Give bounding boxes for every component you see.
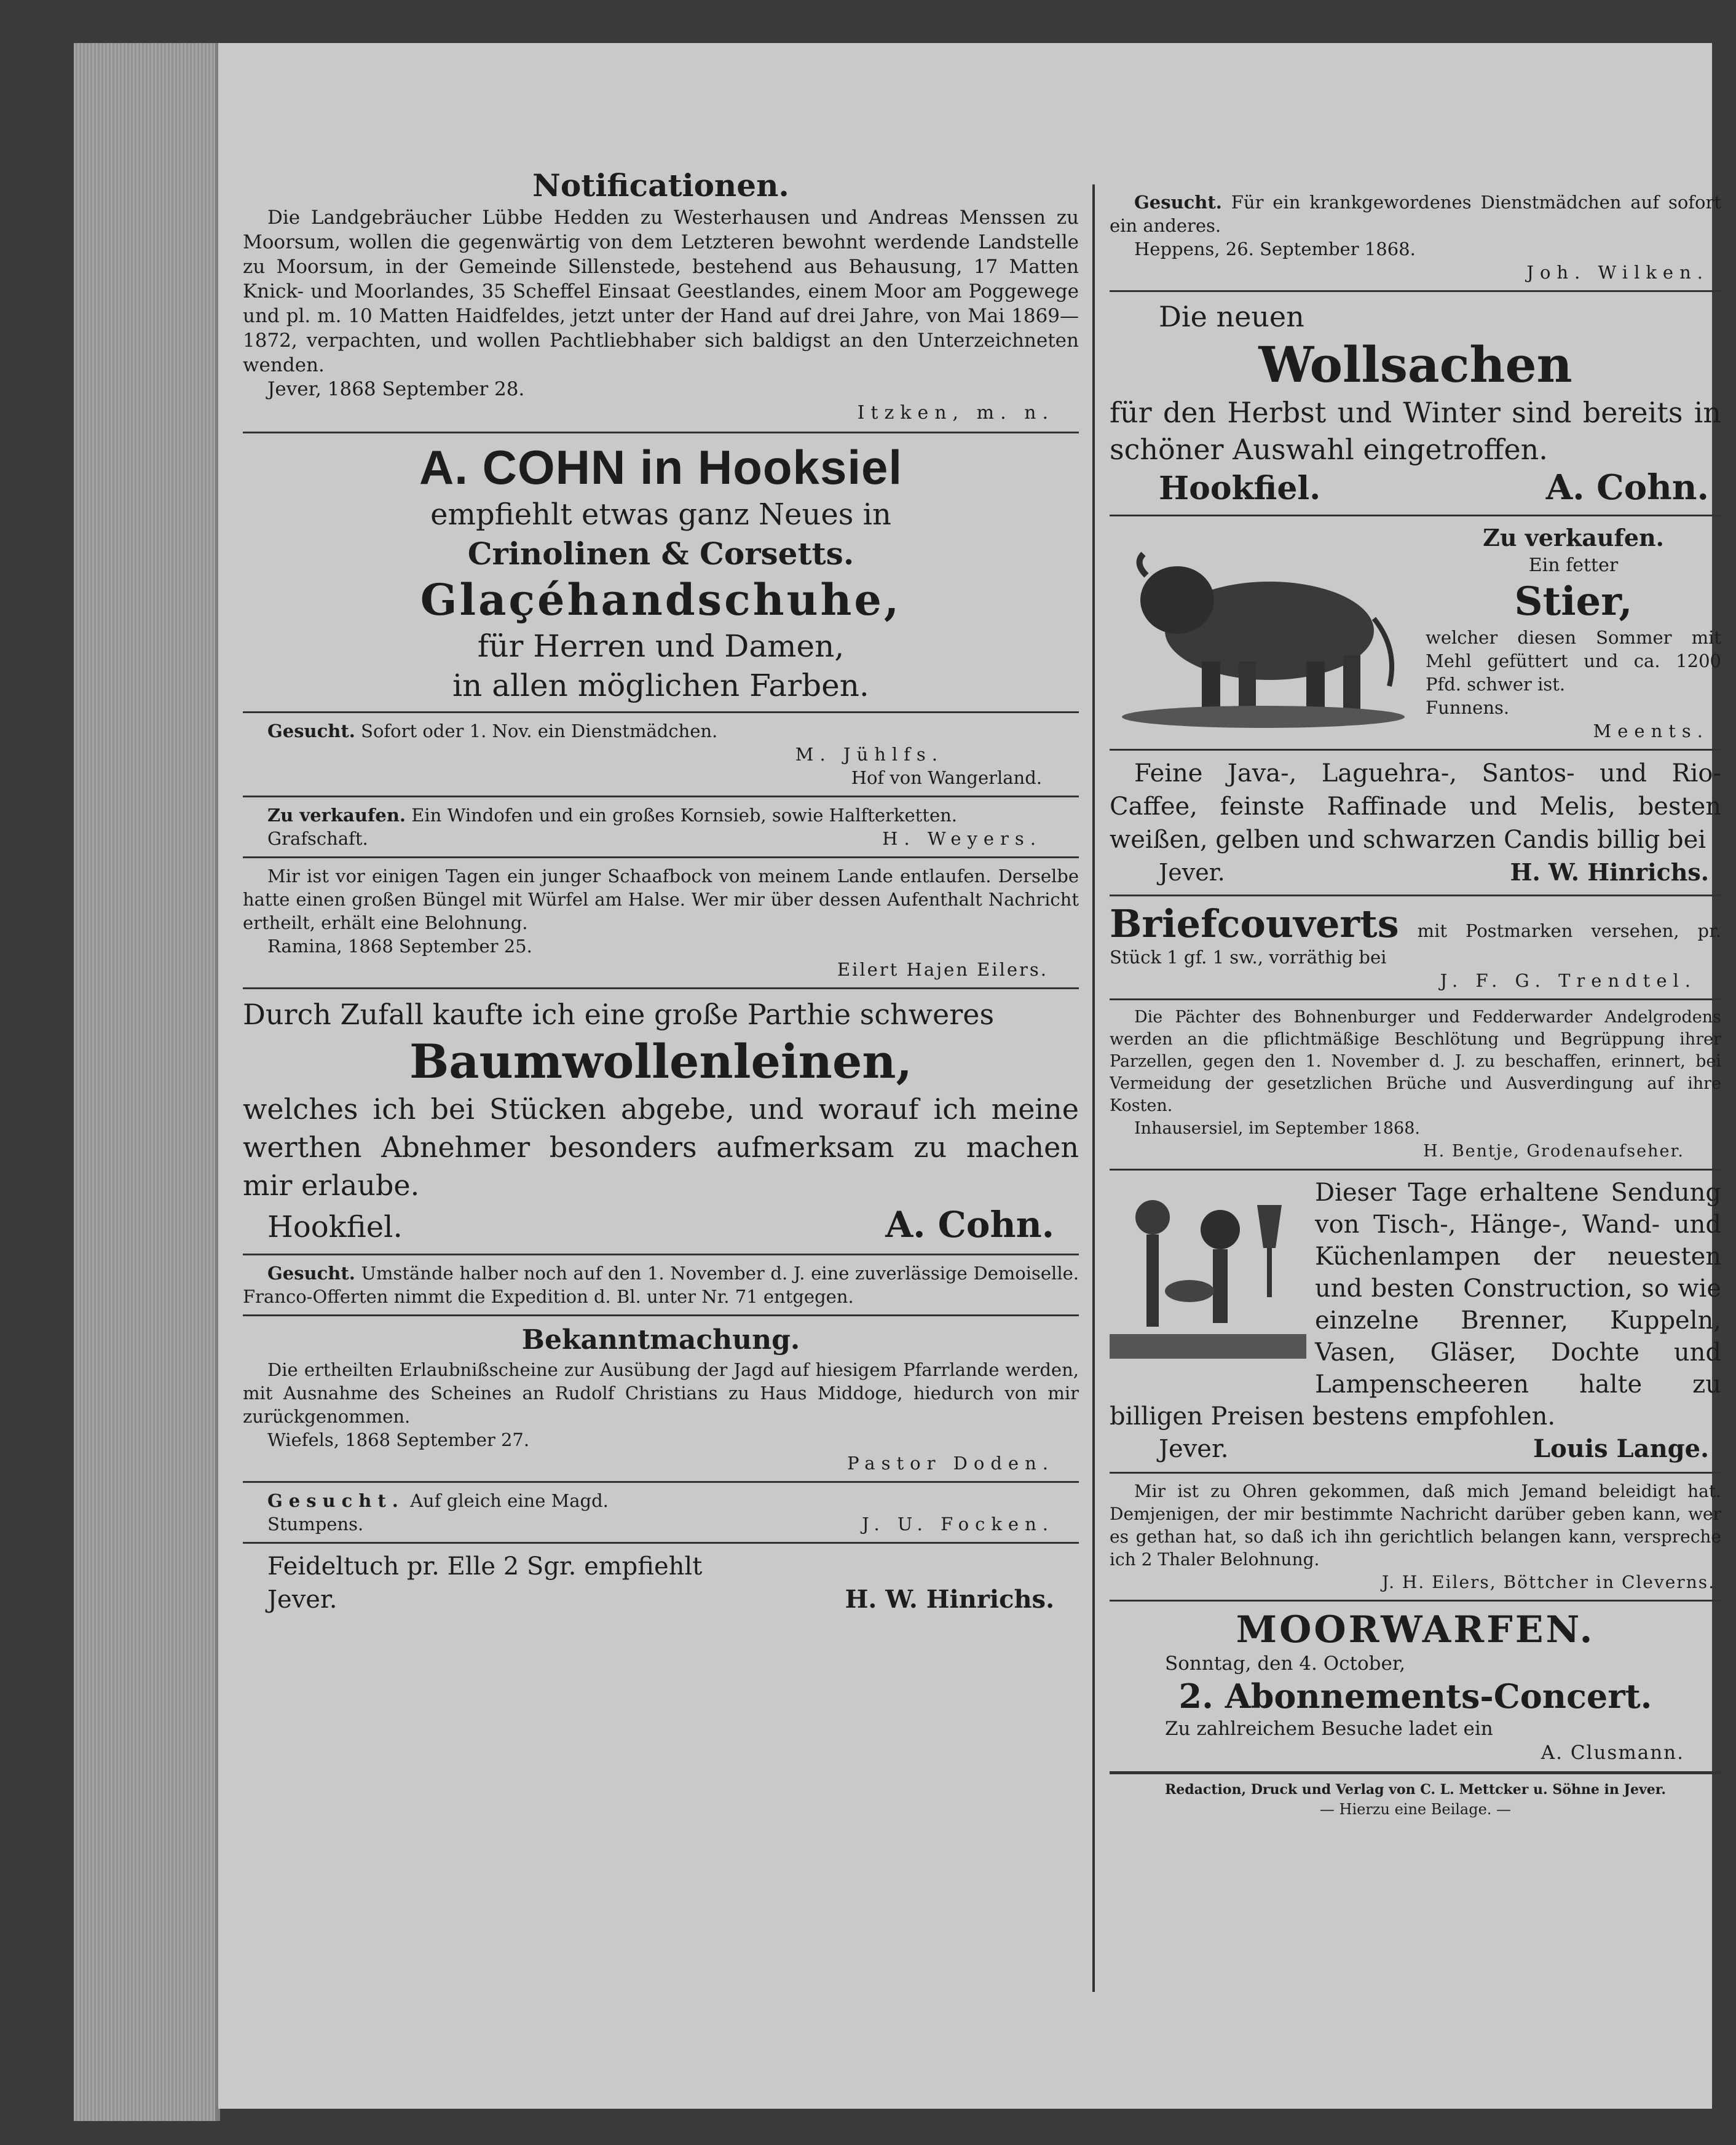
book-page-edges (74, 43, 220, 2121)
text-line: Durch Zufall kaufte ich eine große Parthie schweres (243, 998, 995, 1031)
heading: Bekanntmachung. (521, 1324, 800, 1356)
place: Hookfiel. (267, 1210, 403, 1244)
text-line: in allen möglichen Farben. (452, 668, 869, 703)
signature: Pastor Doden. (847, 1453, 1054, 1474)
body-text: für den Herbst und Winter sind bereits in schöner Auswahl eingetroffen. (1110, 396, 1721, 466)
signature: H. Bentje, Grodenaufseher. (1423, 1142, 1684, 1161)
ad-cohn-hooksiel (243, 440, 1079, 705)
lead-word: Gesucht. (267, 721, 355, 741)
heading: Notificationen. (532, 167, 789, 203)
body-text: Die Landgebräucher Lübbe Hedden zu Westerhausen und Andreas Menssen zu Moorsum, wollen die gegenwärtig von dem Letzteren bewohnt werdende Landstelle zu Moorsum, in der Gemeinde Sillenstede, bestehend aus Behausung, 17 Matten Knick- und Moorlandes, 35 Scheffel Einsaat Geestlandes, einem Moor am Poggewege und pl. m. 10 Matten Haidfeldes, jetzt unter der Hand auf drei Jahre, von Mai 1869—1872, verpachten, und wollen Pachtliebhaber sich baldigst an den Unterzeichneten wenden. (243, 207, 1079, 376)
body-text: Dieser Tage erhaltene Sendung von Tisch-, Hänge-, Wand- und Küchenlampen der neuesten und besten Construction, so wie einzelne Brenner, Kuppeln, Vasen, Gläser, Dochte und Lampenscheeren halte zu billigen Preisen bestens empfohlen. (1110, 1179, 1721, 1431)
ad-caffee (1110, 757, 1721, 888)
ad-ohren (1110, 1480, 1721, 1594)
divider (1110, 1169, 1721, 1171)
body-text: Ein Windofen und ein großes Kornsieb, sowie Halfterketten. (411, 805, 958, 826)
place-date: Inhausersiel, im September 1868. (1134, 1119, 1420, 1138)
lead-word: Zu verkaufen. (267, 805, 406, 826)
divider (1110, 1600, 1721, 1602)
ad-gesucht-dienstmaedchen (243, 719, 1079, 789)
date-line: Sonntag, den 4. October, (1165, 1653, 1406, 1675)
divider (1110, 1472, 1721, 1474)
ad-zu-verkaufen-windofen (243, 804, 1079, 850)
place: Jever. (267, 1586, 337, 1614)
signature: Louis Lange. (1533, 1434, 1709, 1463)
divider (1110, 895, 1721, 896)
text-line: Ein fetter (1528, 555, 1619, 576)
ad-gesucht-demoiselle (243, 1262, 1079, 1308)
place: Jever. (1159, 1435, 1229, 1463)
ad-stier (1110, 523, 1721, 743)
signature: Meents. (1593, 721, 1709, 741)
lead-word: Gesucht. (267, 1263, 355, 1284)
signature: A. Cohn. (885, 1204, 1054, 1246)
divider (243, 1542, 1079, 1544)
ox-illustration (1110, 526, 1417, 732)
signature: Itzken, m. n. (857, 402, 1054, 424)
place-date: Ramina, 1868 September 25. (267, 936, 532, 957)
divider (1110, 998, 1721, 1000)
place: Hookfiel. (1159, 470, 1321, 507)
signature: A. Clusmann. (1541, 1742, 1684, 1764)
body-text: Feideltuch pr. Elle 2 Sgr. empfiehlt (267, 1552, 703, 1581)
place-date: Heppens, 26. September 1868. (1134, 239, 1416, 259)
signature: J. H. Eilers, Böttcher in Cleverns. (1382, 1572, 1715, 1592)
headline: Stier, (1514, 579, 1633, 625)
ad-paechter (1110, 1006, 1721, 1163)
ad-gesucht-wilken (1110, 191, 1721, 284)
place: Stumpens. (267, 1514, 364, 1535)
headline: Glaçéhandschuhe, (420, 574, 902, 625)
divider (1110, 1771, 1721, 1774)
text-line: Die neuen (1159, 300, 1304, 333)
left-column (243, 135, 1079, 2004)
ad-moorwarfen (1110, 1608, 1721, 1765)
body-text: Auf gleich eine Magd. (410, 1490, 609, 1511)
body-text: welcher diesen Sommer mit Mehl gefüttert und ca. 1200 Pfd. schwer ist. (1426, 627, 1721, 695)
headline: Wollsachen (1258, 336, 1572, 393)
place-date: Jever, 1868 September 28. (267, 378, 525, 400)
divider (243, 711, 1079, 713)
imprint: Redaction, Druck und Verlag von C. L. Mettcker u. Söhne in Jever. (1165, 1782, 1666, 1798)
signature: J. F. G. Trendtel. (1440, 970, 1697, 991)
ad-briefcouverts (1110, 903, 1721, 992)
column-divider (1092, 184, 1095, 1992)
ad-bekanntmachung (243, 1322, 1079, 1475)
signature: A. Cohn. (1545, 467, 1709, 508)
body-text: Zu zahlreichem Besuche ladet ein (1165, 1718, 1493, 1740)
headline: Baumwollenleinen, (409, 1034, 913, 1089)
text-line: Crinolinen & Corsetts. (467, 535, 854, 572)
lead-word: Gesucht. (1134, 192, 1222, 213)
signature: H. Weyers. (882, 828, 1042, 849)
divider (243, 1481, 1079, 1483)
divider (1110, 749, 1721, 751)
heading: MOORWARFEN. (1236, 1608, 1595, 1651)
body-text: Mir ist vor einigen Tagen ein junger Schaafbock von meinem Lande entlaufen. Derselbe hatte einen großen Büngel mit Würfel am Halse. Wer mir über dessen Aufenthalt Nachricht ertheilt, erhält eine Belohnung. (243, 866, 1079, 933)
body-text: Sofort oder 1. Nov. ein Dienstmädchen. (361, 721, 718, 741)
body-text: mit Postmarken versehen, pr. Stück 1 gf. 1 sw., vorräthig bei (1110, 920, 1721, 968)
right-column (1110, 135, 1721, 2004)
headline: Briefcouverts (1110, 901, 1399, 946)
lamps-illustration (1110, 1180, 1306, 1367)
divider (243, 1314, 1079, 1316)
text-line: empfiehlt etwas ganz Neues in (430, 497, 891, 532)
body-text: Umstände halber noch auf den 1. November d. J. eine zuverlässige Demoiselle. Franco-Offerten nimmt die Expedition d. Bl. unter Nr. 71 entgegen. (243, 1263, 1079, 1307)
headline: 2. Abonnements-Concert. (1178, 1677, 1652, 1716)
divider (243, 796, 1079, 797)
signature: M. Jühlfs. (795, 744, 944, 765)
divider (243, 1254, 1079, 1255)
body-text: Mir ist zu Ohren gekommen, daß mich Jemand beleidigt hat. Demjenigen, der mir bestimmte Nachricht darüber geben kann, wer es gethan hat, so daß ich ihn gerichtlich belangen kann, verspreche ich 2 Thaler Belohnung. (1110, 1481, 1721, 1570)
divider (243, 987, 1079, 989)
place-date: Wiefels, 1868 September 27. (267, 1429, 530, 1450)
signature: H. W. Hinrichs. (845, 1585, 1054, 1614)
ad-feideltuch (243, 1550, 1079, 1616)
body-text: Die Pächter des Bohnenburger und Fedderwarder Andelgrodens werden an die pflichtmäßige Beschlötung und Begrüppung ihrer Parzellen, gegen den 1. November d. J. zu beschaffen, erinnert, bei Vermeidung der gesetzlichen Brüche und Ausverdingung auf ihre Kosten. (1110, 1008, 1721, 1115)
ad-lampen (1110, 1177, 1721, 1466)
ad-notificationen (243, 166, 1079, 425)
heading: Zu verkaufen. (1483, 524, 1664, 551)
ad-baumwollenleinen (243, 995, 1079, 1247)
signature: Eilert Hajen Eilers. (837, 959, 1048, 980)
place: Jever. (1159, 859, 1225, 886)
signature: J. U. Focken. (862, 1514, 1054, 1535)
signature-place: Hof von Wangerland. (851, 767, 1042, 788)
text-line: für Herren und Damen, (477, 628, 845, 664)
heading: A. COHN in Hooksiel (419, 440, 903, 494)
ad-wollsachen (1110, 298, 1721, 508)
supplement-note: — Hierzu eine Beilage. — (1319, 1801, 1512, 1818)
divider (1110, 290, 1721, 292)
divider (243, 432, 1079, 433)
place: Grafschaft. (267, 828, 368, 849)
signature: H. W. Hinrichs. (1510, 858, 1709, 886)
signature: Joh. Wilken. (1526, 262, 1709, 283)
body-text: Feine Java-, Laguehra-, Santos- und Rio-Caffee, feinste Raffinade und Melis, besten weißen, gelben und schwarzen Candis billig bei (1110, 759, 1721, 854)
ad-schaafbock (243, 864, 1079, 981)
lead-word: Gesucht. (267, 1490, 404, 1511)
body-text: welches ich bei Stücken abgebe, und worauf ich meine werthen Abnehmer besonders aufmerksam zu machen mir erlaube. (243, 1092, 1079, 1202)
divider (243, 856, 1079, 858)
place: Funnens. (1426, 697, 1510, 718)
divider (1110, 515, 1721, 516)
body-text: Für ein krankgewordenes Dienstmädchen auf sofort ein anderes. (1110, 192, 1721, 236)
ad-gesucht-magd (243, 1489, 1079, 1536)
body-text: Die ertheilten Erlaubnißscheine zur Ausübung der Jagd auf hiesigem Pfarrlande werden, mit Ausnahme des Scheines an Rudolf Christians zu Haus Middoge, hiedurch von mir zurückgenommen. (243, 1359, 1079, 1427)
